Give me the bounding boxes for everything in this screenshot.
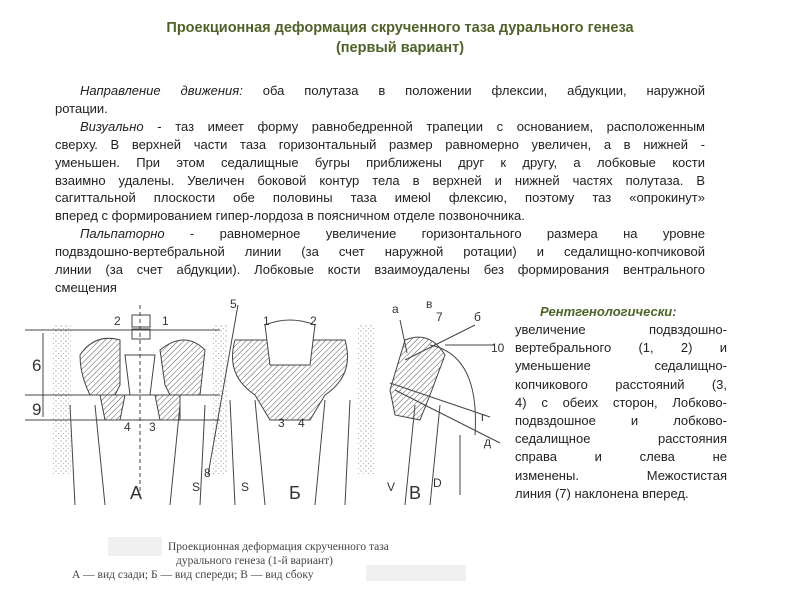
line-text: сверху. В верхней части таза горизонтальный размер равномерно увеличен, а в нижней - <box>55 136 705 152</box>
slide-title-line2: (первый вариант) <box>335 40 465 56</box>
caption-line2: дурального генеза (1-й вариант) <box>176 555 333 567</box>
text-line <box>55 189 705 207</box>
text-line <box>80 82 705 100</box>
xray-line: подвздошное и лобково- <box>515 413 727 428</box>
gray-box <box>366 565 466 581</box>
figure-label: А <box>130 483 143 503</box>
line-text: смещения <box>55 279 117 295</box>
figure-label: 3 <box>278 416 285 430</box>
caption-line3: А — вид сзади; Б — вид спереди; В — вид сбоку <box>72 569 314 581</box>
figure-label: 2 <box>114 314 121 328</box>
figure-label: В <box>409 483 422 503</box>
figure-label: D <box>433 476 442 490</box>
text-line <box>55 243 705 261</box>
line-text: уменьшен. При этом седалищные бугры приближены друг к другу, а лобковые кости <box>55 154 705 170</box>
xray-line: копчикового расстояний (3, <box>515 376 727 392</box>
figure-label: 5 <box>230 297 237 311</box>
text-line <box>55 136 705 154</box>
figure-label: V <box>387 480 396 494</box>
figure-label: Б <box>289 483 301 503</box>
figure-label: 4 <box>124 420 131 434</box>
figure-label: 10 <box>491 341 505 355</box>
figure-label: 8 <box>204 466 211 480</box>
xray-line: 4) с обеих сторон, Лобково- <box>515 394 727 410</box>
xray-line: седалищное расстояния <box>515 431 727 447</box>
text-line <box>55 261 705 279</box>
figure-label: г <box>481 410 486 424</box>
figure-label: 4 <box>298 416 305 430</box>
line-text: линии (за счет абдукции). Лобковые кости взаимоудалены без формирования вентрального <box>55 262 705 277</box>
paragraph-lead: Пальпаторно <box>80 226 165 242</box>
xray-line: уменьшение седалищно- <box>515 358 727 374</box>
line-text: ротации. <box>55 100 108 116</box>
paragraph-lead: Направление движения: <box>80 83 243 98</box>
figure-label: д <box>484 435 492 449</box>
text-line <box>55 100 705 118</box>
figure-label: 2 <box>310 314 317 328</box>
caption-line1: Проекционная деформация скрученного таза <box>168 541 389 553</box>
xray-line: справа и слева не <box>515 449 727 465</box>
line-text: взаимно удалены. Увеличен боковой контур тела в верхней и нижней частях полутаза. В <box>55 172 705 188</box>
slide-title-line1: Проекционная деформация скрученного таза дурального генеза <box>166 20 634 36</box>
figure-label: S <box>192 480 201 494</box>
line-text: подвздошно-вертебральной линии (за счет наружной ротации) и седалищно-копчиковой <box>55 244 705 260</box>
xray-line: изменены. Межостистая <box>515 467 727 483</box>
figure-label: 1 <box>162 314 169 328</box>
figure-label: б <box>474 310 481 324</box>
xray-line: линия (7) наклонена вперед. <box>515 485 689 501</box>
line-text: - таз имеет форму равнобедренной трапеции с основанием, расположенным <box>143 118 705 134</box>
paragraph-lead: Визуально <box>80 118 144 134</box>
figure-label: S <box>241 480 250 494</box>
figure-label: в <box>426 297 433 311</box>
text-line <box>80 118 705 136</box>
line-text: - равномерное увеличение горизонтального размера на уровне <box>164 226 705 242</box>
figure-label: 3 <box>149 420 156 434</box>
figure-label: 1 <box>263 314 270 328</box>
line-text: оба полутаза в положении флексии, абдукции, наружной <box>242 83 705 98</box>
text-line <box>80 225 705 243</box>
text-line <box>55 154 705 172</box>
figure-label: 7 <box>436 310 443 324</box>
xray-title: Рентгенологически: <box>540 304 677 319</box>
figure-label: 6 <box>32 356 42 375</box>
figure-label: а <box>392 302 399 316</box>
text-line <box>55 172 705 190</box>
line-text: вперед с формированием гипер-лордоза в поясничном отделе позвоночника. <box>55 208 525 224</box>
line-text: сагиттальной плоскости обе половины таза имеюl флексию, поэтому таз «опрокинут» <box>55 190 705 206</box>
xray-line: вертебрального (1, 2) и <box>515 340 727 356</box>
gray-box <box>108 537 162 556</box>
text-line <box>55 207 705 225</box>
figure-label: 9 <box>32 400 42 419</box>
xray-line: увеличение подвздошно- <box>515 322 727 337</box>
